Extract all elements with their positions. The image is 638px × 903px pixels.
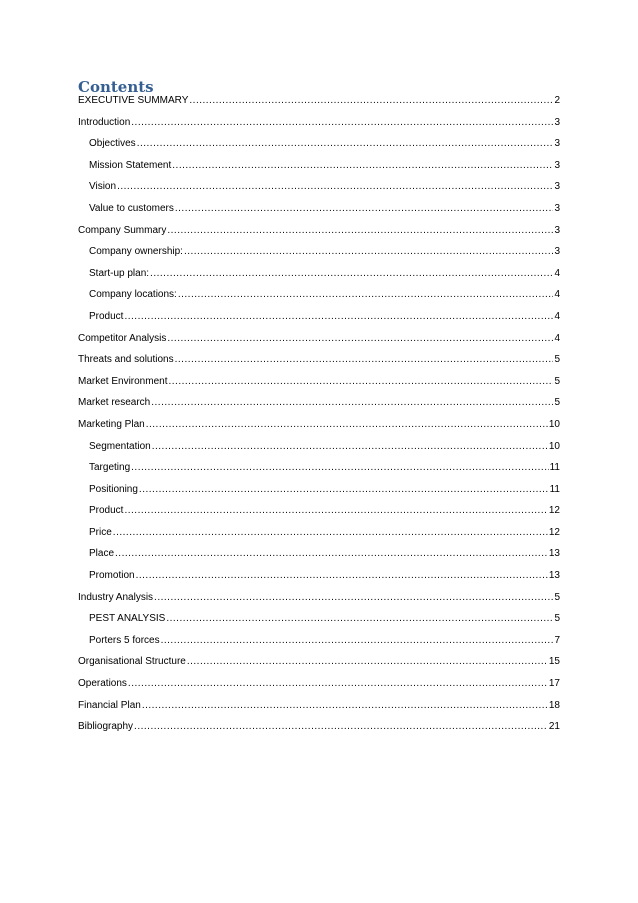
toc-page-number[interactable]: 15 <box>548 656 560 668</box>
toc-entry[interactable] <box>78 441 560 463</box>
toc-page-number[interactable]: 3 <box>554 246 560 258</box>
toc-dot-leader <box>128 678 548 689</box>
toc-dot-leader <box>146 419 548 430</box>
toc-entry-title[interactable]: Organisational Structure <box>78 656 186 668</box>
toc-dot-leader <box>175 203 554 214</box>
toc-dot-leader <box>167 333 553 344</box>
toc-entry-title[interactable]: Marketing Plan <box>78 418 145 430</box>
toc-page-number[interactable]: 12 <box>548 505 560 517</box>
toc-dot-leader <box>161 635 554 646</box>
toc-entry-title[interactable]: Positioning <box>89 483 138 495</box>
toc-dot-leader <box>142 700 548 711</box>
toc-dot-leader <box>131 117 553 128</box>
toc-entry[interactable] <box>78 354 560 376</box>
toc-entry-title[interactable]: Targeting <box>89 462 131 474</box>
toc-entry-title[interactable]: Market research <box>78 397 151 409</box>
toc-page-number[interactable]: 13 <box>548 570 560 582</box>
toc-entry[interactable] <box>78 656 560 678</box>
toc-entry-title[interactable]: Mission Statement <box>89 159 172 171</box>
toc-entry[interactable] <box>78 419 560 441</box>
toc-page-number[interactable]: 4 <box>554 332 560 344</box>
toc-entry-title[interactable]: Promotion <box>89 570 135 582</box>
toc-page-number[interactable]: 5 <box>554 613 560 625</box>
toc-dot-leader <box>167 225 553 236</box>
toc-entry[interactable] <box>78 592 560 614</box>
toc-page-number[interactable]: 4 <box>554 310 560 322</box>
toc-dot-leader <box>172 160 553 171</box>
toc-entry-title[interactable]: Company Summary <box>78 224 167 236</box>
toc-page-number[interactable]: 2 <box>554 95 560 106</box>
toc-dot-leader <box>139 484 549 495</box>
toc-entry[interactable] <box>78 397 560 419</box>
toc-entry-title[interactable]: Product <box>89 505 124 517</box>
toc-entry[interactable] <box>78 484 560 506</box>
toc-entry-title[interactable]: Porters 5 forces <box>89 634 160 646</box>
toc-page-number[interactable]: 10 <box>548 440 560 452</box>
toc-entry-title[interactable]: Operations <box>78 678 127 690</box>
toc-page-number[interactable]: 3 <box>554 202 560 214</box>
toc-page-number[interactable]: 5 <box>554 397 560 409</box>
toc-entry-title[interactable]: PEST ANALYSIS <box>89 613 166 625</box>
toc-entry[interactable] <box>78 117 560 139</box>
table-of-contents <box>78 95 560 743</box>
toc-entry-title[interactable]: Industry Analysis <box>78 591 154 603</box>
toc-dot-leader <box>168 376 553 387</box>
toc-entry[interactable] <box>78 635 560 657</box>
toc-entry-title[interactable]: Product <box>89 310 124 322</box>
toc-page-number[interactable]: 5 <box>554 375 560 387</box>
toc-dot-leader <box>178 289 554 300</box>
toc-dot-leader <box>131 462 548 473</box>
toc-page-number[interactable]: 3 <box>554 181 560 193</box>
toc-entry[interactable] <box>78 160 560 182</box>
toc-dot-leader <box>154 592 553 603</box>
toc-entry-title[interactable]: Start-up plan: <box>89 267 150 279</box>
toc-entry-title[interactable]: Market Environment <box>78 375 168 387</box>
toc-entry-title[interactable]: EXECUTIVE SUMMARY <box>78 95 189 106</box>
toc-entry-title[interactable]: Threats and solutions <box>78 354 174 366</box>
toc-page-number[interactable]: 17 <box>548 678 560 690</box>
toc-entry[interactable] <box>78 613 560 635</box>
toc-entry-title[interactable]: Value to customers <box>89 202 174 214</box>
toc-entry[interactable] <box>78 203 560 225</box>
toc-dot-leader <box>189 95 553 106</box>
toc-entry[interactable] <box>78 95 560 117</box>
toc-entry[interactable] <box>78 462 560 484</box>
toc-entry[interactable] <box>78 700 560 722</box>
toc-page-number[interactable]: 3 <box>554 138 560 150</box>
toc-entry-title[interactable]: Segmentation <box>89 440 151 452</box>
toc-entry-title[interactable]: Bibliography <box>78 721 134 733</box>
toc-entry[interactable] <box>78 138 560 160</box>
toc-entry[interactable] <box>78 570 560 592</box>
toc-entry-title[interactable]: Introduction <box>78 116 131 128</box>
toc-page-number[interactable]: 21 <box>548 721 560 733</box>
toc-dot-leader <box>184 246 554 257</box>
toc-dot-leader <box>134 721 548 732</box>
toc-dot-leader <box>136 570 548 581</box>
toc-entry[interactable] <box>78 527 560 549</box>
toc-page-number[interactable]: 10 <box>548 418 560 430</box>
toc-entry-title[interactable]: Objectives <box>89 138 136 150</box>
toc-dot-leader <box>175 354 554 365</box>
toc-dot-leader <box>152 441 548 452</box>
toc-page-number[interactable]: 5 <box>554 591 560 603</box>
toc-page-number[interactable]: 3 <box>554 159 560 171</box>
toc-entry[interactable] <box>78 333 560 355</box>
toc-entry[interactable] <box>78 678 560 700</box>
toc-entry-title[interactable]: Price <box>89 526 112 538</box>
toc-entry[interactable] <box>78 181 560 203</box>
toc-entry[interactable] <box>78 721 560 743</box>
toc-entry[interactable] <box>78 505 560 527</box>
toc-page-number[interactable]: 4 <box>554 267 560 279</box>
toc-entry[interactable] <box>78 311 560 333</box>
toc-dot-leader <box>187 656 548 667</box>
toc-page-number[interactable]: 4 <box>554 289 560 301</box>
toc-dot-leader <box>117 181 553 192</box>
toc-dot-leader <box>137 138 554 149</box>
toc-dot-leader <box>124 505 547 516</box>
toc-dot-leader <box>150 268 553 279</box>
toc-entry-title[interactable]: Competitor Analysis <box>78 332 167 344</box>
toc-heading: Contents <box>78 78 154 96</box>
toc-page-number[interactable]: 7 <box>554 634 560 646</box>
toc-entry-title[interactable]: Company ownership: <box>89 246 183 258</box>
toc-page-number[interactable]: 3 <box>554 224 560 236</box>
toc-page-number[interactable]: 3 <box>554 116 560 128</box>
toc-entry[interactable] <box>78 225 560 247</box>
toc-entry[interactable] <box>78 376 560 398</box>
toc-page-number[interactable]: 13 <box>548 548 560 560</box>
toc-entry[interactable] <box>78 268 560 290</box>
toc-dot-leader <box>151 397 553 408</box>
toc-dot-leader <box>115 548 548 559</box>
toc-page-number[interactable]: 5 <box>554 354 560 366</box>
toc-page-number[interactable]: 18 <box>548 699 560 711</box>
toc-entry[interactable] <box>78 289 560 311</box>
toc-entry-title[interactable]: Company locations: <box>89 289 177 301</box>
toc-dot-leader <box>113 527 548 538</box>
toc-entry[interactable] <box>78 246 560 268</box>
toc-entry-title[interactable]: Vision <box>89 181 117 193</box>
toc-entry[interactable] <box>78 548 560 570</box>
toc-entry-title[interactable]: Place <box>89 548 115 560</box>
toc-page-number[interactable]: 12 <box>548 526 560 538</box>
toc-dot-leader <box>166 613 553 624</box>
toc-page-number[interactable]: 11 <box>549 483 560 495</box>
toc-entry-title[interactable]: Financial Plan <box>78 699 141 711</box>
toc-dot-leader <box>124 311 553 322</box>
toc-page-number[interactable]: 11 <box>549 462 560 474</box>
